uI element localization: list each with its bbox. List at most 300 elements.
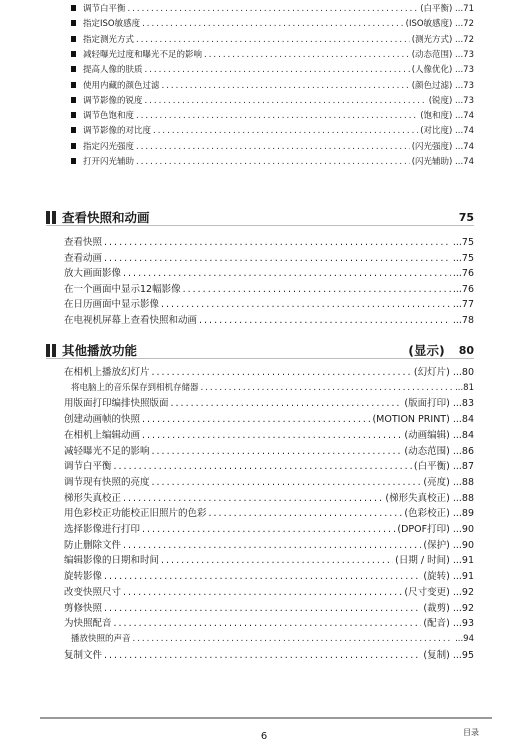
footer-divider: [40, 717, 492, 719]
section-title: 查看快照和动画: [62, 210, 150, 225]
toc-entry-page-number: 74: [463, 141, 474, 152]
toc-entry-ref: (日期 / 时间): [395, 555, 450, 567]
dot-leader: [161, 298, 451, 311]
toc-entry-label: [64, 236, 102, 249]
toc-entry[interactable]: [64, 617, 474, 630]
toc-entry[interactable]: [71, 125, 474, 138]
square-bullet-icon: [71, 82, 76, 88]
toc-entry-page: [412, 49, 474, 62]
toc-entry-page-number: 73: [463, 49, 474, 60]
section-marker-icon: [46, 211, 56, 224]
toc-entry-title: 在日历画面中显示影像: [64, 299, 160, 311]
toc-entry-page: [412, 141, 474, 154]
square-bullet-icon: [71, 51, 76, 57]
toc-entry-ref: (尺寸变更): [404, 586, 450, 598]
page-leader: ...: [452, 126, 464, 137]
square-bullet-icon: [71, 20, 76, 26]
toc-entry-page-number: 90: [461, 539, 474, 551]
toc-entry-label: [64, 649, 102, 662]
toc-entry-page: [420, 110, 474, 123]
square-bullet-icon: [71, 127, 76, 133]
page-leader: ...: [452, 19, 464, 30]
toc-entry-page-number: 73: [463, 80, 474, 91]
toc-entry-page: [404, 445, 474, 458]
toc-entry-page-number: 92: [461, 602, 474, 614]
toc-entry-title: 播放快照的声音: [71, 633, 131, 644]
square-bullet-icon: [71, 97, 76, 103]
toc-entry-label: [64, 252, 102, 265]
dot-leader: [136, 110, 418, 123]
toc-entry-title: 防止删除文件: [64, 539, 122, 551]
dot-leader: [162, 80, 410, 93]
page-leader: ...: [452, 65, 464, 76]
dot-leader: [152, 445, 403, 458]
toc-entry[interactable]: [64, 429, 474, 442]
toc-entry[interactable]: [71, 80, 474, 93]
toc-entry-title: 指定闪光强度: [83, 141, 135, 152]
toc-entry-label: [64, 460, 112, 473]
toc-entry[interactable]: [71, 156, 474, 169]
toc-entry[interactable]: [71, 633, 474, 646]
toc-entry[interactable]: [64, 570, 474, 583]
toc-entry-title: 在相机上播放幻灯片: [64, 367, 150, 378]
toc-entry-ref: (幻灯片): [413, 367, 450, 378]
toc-entry-page-number: 76: [461, 268, 474, 280]
dot-leader: [183, 283, 451, 296]
toc-entry-page: [423, 602, 474, 615]
page-leader: ...: [455, 633, 464, 644]
toc-entry-title: 调节白平衡: [64, 461, 112, 473]
toc-entry-ref: (梯形失真校正): [385, 492, 450, 504]
dot-leader: [153, 125, 418, 138]
toc-entry-title: 用色彩校正功能校正旧照片的色彩: [64, 508, 207, 520]
dot-leader: [114, 617, 422, 630]
toc-entry[interactable]: [64, 586, 474, 599]
toc-entry-title: 剪修快照: [64, 602, 103, 614]
dot-leader: [123, 267, 451, 280]
square-bullet-icon: [71, 36, 76, 42]
toc-entry-page-number: 86: [461, 445, 474, 457]
toc-entry-page-number: 71: [463, 4, 474, 14]
toc-entry[interactable]: [64, 445, 474, 458]
toc-entry-label: [64, 267, 121, 280]
toc-entry-label: [71, 125, 151, 138]
dot-leader: [104, 570, 421, 583]
footer-label: 目录: [463, 728, 479, 737]
toc-entry[interactable]: [64, 298, 474, 311]
toc-entry-page: [404, 397, 474, 410]
toc-entry-title: 改变快照尺寸: [64, 586, 122, 598]
toc-entry-ref: (人像优化): [411, 65, 453, 76]
page-leader: ...: [449, 429, 462, 441]
toc-entry-label: [64, 397, 169, 410]
dot-leader: [123, 492, 383, 505]
toc-entry[interactable]: [64, 460, 474, 473]
toc-entry-page: [385, 492, 474, 505]
toc-entry[interactable]: [71, 34, 474, 47]
toc-entry-page-number: 77: [461, 299, 474, 311]
dot-leader: [114, 460, 412, 473]
toc-entry[interactable]: [64, 554, 474, 567]
toc-entry-label: [64, 445, 150, 458]
page-leader: ...: [449, 524, 462, 535]
toc-entry[interactable]: [64, 267, 474, 280]
toc-entry-page: [412, 34, 474, 47]
toc-entry-page: [412, 64, 474, 77]
toc-entry-page-number: 73: [463, 95, 474, 106]
toc-entry-page: [414, 366, 474, 379]
toc-entry-title: 减轻曝光过度和曝光不足的影响: [83, 49, 203, 60]
toc-entry-page-number: 75: [461, 237, 474, 248]
toc-entry-label: [71, 49, 202, 62]
toc-entry-page-number: 74: [463, 157, 474, 167]
toc-entry-page-number: 95: [461, 649, 474, 661]
toc-entry-label: [71, 633, 131, 646]
toc-entry-label: [71, 80, 160, 93]
dot-leader: [199, 314, 451, 327]
toc-entry-page-number: 88: [461, 492, 474, 504]
square-bullet-icon: [71, 66, 76, 72]
toc-entry-label: [64, 554, 159, 567]
dot-leader: [123, 539, 421, 552]
toc-entry-ref: (闪光辅助): [411, 157, 453, 167]
toc-entry-page: [372, 413, 474, 426]
dot-leader: [152, 366, 412, 379]
toc-entry-label: [64, 476, 150, 489]
toc-entry-page: [395, 554, 474, 567]
page-number: 6: [260, 731, 268, 742]
page-leader: ...: [452, 141, 464, 152]
toc-entry-page-number: 73: [463, 65, 474, 76]
toc-entry-page: [455, 382, 474, 395]
toc-entry-page-number: 87: [461, 461, 474, 473]
toc-entry-page: [414, 460, 474, 473]
toc-entry-title: 使用内藏的颜色过滤: [83, 80, 160, 91]
toc-entry[interactable]: [64, 539, 474, 552]
toc-entry-page: [412, 156, 474, 169]
dot-leader: [142, 413, 370, 426]
toc-entry-ref: (白平衡): [413, 461, 450, 473]
toc-entry-label: [71, 95, 143, 108]
dot-leader: [104, 649, 421, 662]
dot-leader: [104, 252, 451, 265]
toc-entry[interactable]: [71, 3, 474, 16]
toc-entry-page-number: 89: [461, 508, 474, 520]
toc-entry-title: 为快照配音: [64, 618, 112, 630]
toc-entry-page-number: 74: [463, 126, 474, 137]
toc-entry-title: 调节色饱和度: [83, 111, 135, 122]
toc-entry[interactable]: [64, 602, 474, 615]
page-leader: ...: [452, 49, 464, 60]
toc-entry[interactable]: [64, 236, 474, 249]
dot-leader: [136, 34, 410, 47]
section-page-number: 80: [458, 343, 474, 357]
toc-entry-page: [412, 80, 474, 93]
dot-leader: [104, 602, 421, 615]
toc-entry-page: [404, 429, 474, 442]
section-heading[interactable]: [46, 208, 474, 226]
toc-entry[interactable]: [64, 507, 474, 520]
toc-entry-page-number: 75: [461, 252, 474, 264]
toc-entry-ref: (裁剪): [423, 602, 450, 614]
toc-entry-title: 提高人像的肤质: [83, 65, 143, 76]
page-leader: ...: [452, 268, 462, 280]
toc-entry-label: [64, 429, 140, 442]
toc-entry-title: 打开闪光辅助: [83, 157, 135, 167]
page-leader: ...: [452, 237, 462, 248]
toc-entry-title: 调节影像的对比度: [83, 126, 152, 137]
toc-entry-label: [71, 64, 143, 77]
toc-entry-page: [453, 298, 474, 311]
toc-entry-ref: (保护): [423, 539, 450, 551]
page-leader: ...: [449, 398, 462, 410]
toc-entry-label: [64, 283, 181, 296]
section-heading[interactable]: [46, 341, 474, 359]
toc-entry-ref: (动态范围): [411, 49, 453, 60]
toc-entry[interactable]: [71, 18, 474, 31]
toc-entry-page-number: 83: [461, 398, 474, 410]
toc-entry-page: [453, 252, 474, 265]
toc-entry-ref: (白平衡): [420, 4, 453, 14]
dot-leader: [142, 429, 402, 442]
toc-entry-title: 将电脑上的音乐保存到相机存储器: [71, 382, 199, 393]
dot-leader: [142, 18, 404, 31]
page-leader: ...: [449, 571, 462, 583]
section-marker-icon: [46, 344, 56, 357]
toc-entry-page: [453, 236, 474, 249]
toc-entry-title: 选择影像进行打印: [64, 524, 141, 535]
toc-entry-ref: (锐度): [428, 95, 453, 106]
toc-entry-label: [64, 523, 140, 536]
toc-entry-ref: (饱和度): [420, 111, 453, 122]
toc-entry-label: [64, 298, 159, 311]
page-leader: ...: [449, 649, 462, 661]
toc-entry-title: 梯形失真校正: [64, 492, 122, 504]
toc-entry-ref: (亮度): [423, 476, 450, 488]
toc-entry-label: [71, 141, 134, 154]
dot-leader: [161, 554, 393, 567]
toc-entry-page-number: 84: [461, 429, 474, 441]
toc-entry-ref: (MOTION PRINT): [372, 414, 450, 426]
toc-entry-page-number: 72: [463, 19, 474, 30]
dot-leader: [145, 64, 410, 77]
toc-entry[interactable]: [64, 366, 474, 379]
toc-entry-ref: (旋转): [423, 571, 450, 583]
toc-entry[interactable]: [71, 382, 474, 395]
toc-entry-ref: (测光方式): [411, 34, 453, 45]
toc-entry-title: 创建动画帧的快照: [64, 414, 141, 426]
toc-entry-title: 查看快照: [64, 237, 103, 248]
toc-entry[interactable]: [71, 95, 474, 108]
dot-leader: [128, 3, 419, 16]
toc-entry-title: 减轻曝光不足的影响: [64, 445, 150, 457]
toc-entry-page-number: 88: [461, 476, 474, 488]
toc-entry-label: [64, 586, 121, 599]
toc-entry-page-number: 91: [461, 555, 474, 567]
page-leader: ...: [452, 111, 464, 122]
page-leader: ...: [449, 476, 462, 488]
square-bullet-icon: [71, 5, 76, 11]
toc-entry[interactable]: [64, 314, 474, 327]
toc-entry-label: [64, 602, 102, 615]
page-leader: ...: [449, 445, 462, 457]
toc-entry[interactable]: [64, 252, 474, 265]
toc-entry[interactable]: [71, 141, 474, 154]
dot-leader: [142, 523, 395, 536]
page-leader: ...: [452, 80, 464, 91]
toc-entry-page: [423, 476, 474, 489]
toc-entry[interactable]: [64, 523, 474, 536]
page-leader: ...: [449, 367, 462, 378]
page-leader: ...: [449, 539, 462, 551]
toc-entry-page: [420, 3, 474, 16]
toc-entry-title: 复制文件: [64, 649, 103, 661]
toc-entry-title: 旋转影像: [64, 571, 103, 583]
toc-entry[interactable]: [64, 476, 474, 489]
toc-entry-title: 查看动画: [64, 252, 103, 264]
page-leader: ...: [449, 618, 462, 630]
toc-entry-ref: (配音): [423, 618, 450, 630]
toc-entry-page-number: 81: [463, 382, 474, 393]
page-leader: ...: [452, 283, 462, 295]
toc-entry-page-number: 76: [461, 283, 474, 295]
page-leader: ...: [449, 586, 462, 598]
dot-leader: [209, 507, 403, 520]
dot-leader: [136, 141, 410, 154]
toc-entry-label: [64, 492, 121, 505]
toc-entry-page: [423, 617, 474, 630]
toc-entry-page-number: 90: [461, 524, 474, 535]
toc-entry-label: [64, 617, 112, 630]
toc-entry-page-number: 84: [461, 414, 474, 426]
toc-entry-title: 调节白平衡: [83, 4, 126, 14]
toc-entry-label: [64, 366, 150, 379]
toc-entry[interactable]: [64, 397, 474, 410]
toc-entry-ref: (DPOF打印): [397, 524, 450, 535]
toc-entry-page: [429, 95, 474, 108]
toc-entry-ref: (动态范围): [404, 445, 450, 457]
toc-entry-title: 调节现有快照的亮度: [64, 476, 150, 488]
toc-entry-title: 调节影像的锐度: [83, 95, 143, 106]
toc-entry-title: 指定测光方式: [83, 34, 135, 45]
toc-entry-label: [64, 314, 197, 327]
toc-entry-ref: (对比度): [420, 126, 453, 137]
toc-entry-page-number: 78: [461, 315, 474, 326]
toc-entry-ref: (颜色过滤): [411, 80, 453, 91]
toc-entry-page: [423, 570, 474, 583]
square-bullet-icon: [71, 143, 76, 149]
toc-entry-label: [64, 539, 121, 552]
toc-entry[interactable]: [71, 64, 474, 77]
square-bullet-icon: [71, 112, 76, 118]
toc-entry-page: [397, 523, 474, 536]
toc-entry-title: 用版面打印编排快照版面: [64, 398, 169, 410]
toc-entry-label: [64, 413, 140, 426]
toc-entry[interactable]: [64, 413, 474, 426]
toc-entry-page-number: 91: [461, 571, 474, 583]
toc-entry-ref: (动画编辑): [404, 429, 450, 441]
page-leader: ...: [452, 95, 464, 106]
toc-entry-page: [423, 539, 474, 552]
toc-entry-label: [71, 110, 134, 123]
dot-leader: [201, 382, 454, 395]
toc-entry-title: 指定ISO敏感度: [83, 19, 141, 30]
toc-entry-label: [64, 507, 207, 520]
page-leader: ...: [452, 299, 462, 311]
toc-entry-label: [71, 156, 134, 169]
toc-entry-ref: (版面打印): [404, 398, 450, 410]
page-leader: ...: [449, 461, 462, 473]
toc-entry-label: [71, 18, 140, 31]
toc-entry-label: [71, 382, 199, 395]
page-leader: ...: [449, 508, 462, 520]
toc-entry-title: 放大画面影像: [64, 268, 122, 280]
section-title: 其他播放功能: [62, 343, 138, 358]
toc-entry-ref: (复制): [423, 649, 450, 661]
toc-entry-page: [453, 314, 474, 327]
page-leader: ...: [452, 252, 462, 264]
toc-entry[interactable]: [71, 49, 474, 62]
toc-entry-page-number: 93: [461, 618, 474, 630]
dot-leader: [152, 476, 422, 489]
toc-entry-page: [423, 649, 474, 662]
toc-entry-page: [453, 267, 474, 280]
page-leader: ...: [449, 414, 462, 426]
toc-entry-label: [71, 3, 126, 16]
toc-entry-page-number: 72: [463, 34, 474, 45]
page-leader: ...: [452, 157, 464, 167]
toc-entry-title: 编辑影像的日期和时间: [64, 555, 160, 567]
toc-entry-page: [455, 633, 474, 646]
toc-entry-title: 在相机上编辑动画: [64, 429, 141, 441]
toc-entry-page: [420, 125, 474, 138]
toc-entry[interactable]: [64, 283, 474, 296]
toc-entry-label: [71, 34, 134, 47]
dot-leader: [204, 49, 410, 62]
page-leader: ...: [452, 315, 462, 326]
section-page-number: 75: [458, 210, 474, 224]
toc-entry-page-number: 74: [463, 111, 474, 122]
toc-entry-title: 在一个画面中显示12幅影像: [64, 283, 181, 295]
toc-entry-page: [453, 283, 474, 296]
page-leader: ...: [449, 602, 462, 614]
toc-entry-page: [406, 18, 474, 31]
toc-entry-page: [404, 507, 474, 520]
dot-leader: [123, 586, 402, 599]
section-qualifier: (显示): [408, 343, 445, 358]
toc-entry[interactable]: [64, 649, 474, 662]
toc-entry-page-number: 94: [463, 633, 474, 644]
section-divider: [46, 225, 474, 226]
toc-entry[interactable]: [71, 110, 474, 123]
toc-entry-ref: (色彩校正): [404, 508, 450, 520]
toc-entry-title: 在电视机屏幕上查看快照和动画: [64, 315, 198, 326]
dot-leader: [133, 633, 454, 646]
dot-leader: [171, 397, 403, 410]
section-divider: [46, 358, 474, 359]
square-bullet-icon: [71, 158, 76, 164]
toc-entry-page-number: 92: [461, 586, 474, 598]
dot-leader: [136, 156, 410, 169]
page-leader: ...: [455, 382, 464, 393]
dot-leader: [145, 95, 427, 108]
toc-entry[interactable]: [64, 492, 474, 505]
toc-entry-ref: (闪光强度): [411, 141, 453, 152]
toc-entry-label: [64, 570, 102, 583]
toc-entry-page-number: 80: [461, 367, 474, 378]
page-leader: ...: [449, 555, 462, 567]
page-leader: ...: [452, 4, 464, 14]
